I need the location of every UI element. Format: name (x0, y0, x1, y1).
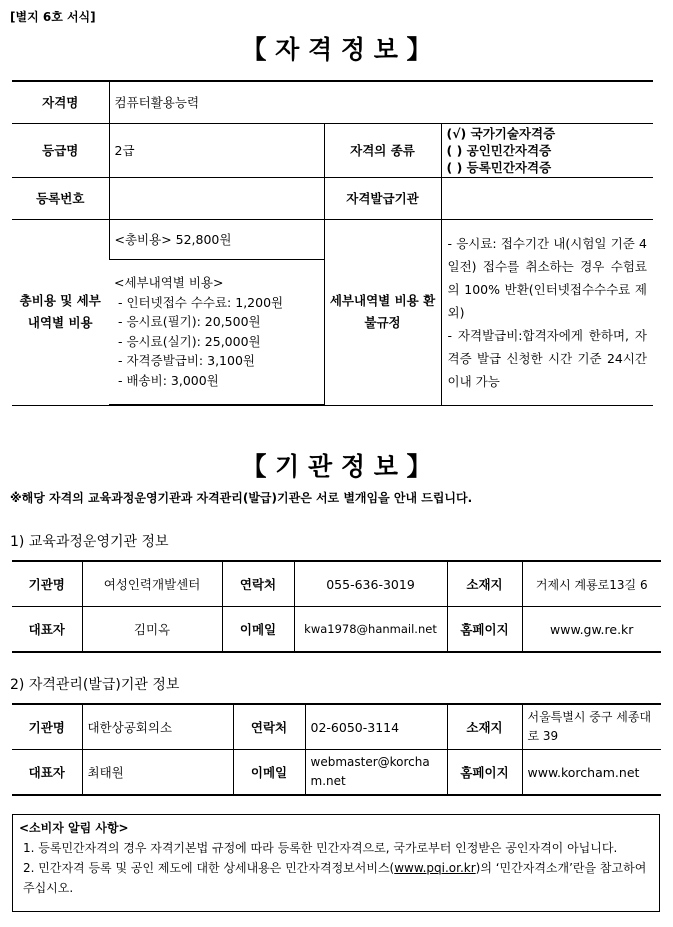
grade-value: 2급 (109, 123, 324, 177)
institution-section-title: 【 기 관 정 보 】 (241, 452, 432, 481)
cost-item-internet-fee: - 인터넷접수 수수료: 1,200원 (118, 294, 284, 310)
consumer-notice-title: <소비자 알림 사항> (19, 821, 129, 835)
cert-homepage-label: 홈페이지 (447, 750, 522, 796)
cost-item-practical-exam: - 응시료(실기): 25,000원 (118, 333, 261, 349)
edu-institution-table (12, 560, 661, 653)
edu-homepage-label: 홈페이지 (447, 607, 522, 653)
consumer-notice-box (12, 814, 660, 912)
cert-email-label: 이메일 (233, 750, 305, 796)
edu-location-label: 소재지 (447, 561, 522, 607)
cert-contact-value: 02-6050-3114 (305, 704, 447, 750)
issuer-label: 자격발급기관 (324, 177, 441, 219)
institution-notice: ※해당 자격의 교육과정운영기관과 자격관리(발급)기관은 서로 별개임을 안내 드립니다. (10, 491, 473, 505)
qualification-section-title: 【 자 격 정 보 】 (241, 35, 432, 64)
consumer-notice-item-2-tail: )의 ‘민간자격소개’란을 참고하여 주십시오. (23, 861, 647, 895)
cert-homepage-value: www.korcham.net (522, 750, 661, 796)
pqi-link[interactable]: www.pqi.or.kr (394, 861, 476, 875)
total-cost: <총비용> 52,800원 (109, 219, 324, 259)
edu-email-label: 이메일 (222, 607, 294, 653)
type-option-certified-private: ( ) 공인민간자격증 (446, 142, 552, 158)
qualification-name-value: 컴퓨터활용능력 (109, 81, 653, 123)
refund-policy-label: 세부내역별 비용 환불규정 (324, 219, 441, 405)
cert-contact-label: 연락처 (233, 704, 305, 750)
type-option-registered-private: ( ) 등록민간자격증 (446, 159, 552, 175)
edu-homepage-value: www.gw.re.kr (522, 607, 661, 653)
edu-name-value: 여성인력개발센터 (82, 561, 222, 607)
cost-item-written-exam: - 응시료(필기): 20,500원 (118, 314, 261, 330)
consumer-notice-item-2 (19, 858, 653, 898)
type-option-national: (√) 국가기술자격증 (446, 125, 556, 141)
cost-item-shipping: - 배송비: 3,000원 (118, 372, 219, 388)
refund-exam-fee: - 응시료: 접수기간 내(시험일 기준 4일전) 접수를 취소하는 경우 수험료의 100% 반환(인터넷접수수수료 제외) (447, 235, 647, 320)
cost-item-certificate: - 자격증발급비: 3,100원 (118, 353, 255, 369)
cert-email-value: webmaster@korcham.net (305, 750, 447, 796)
cost-label: 총비용 및 세부내역별 비용 (12, 219, 109, 405)
cert-name-value: 대한상공회의소 (82, 704, 233, 750)
issuer-value (441, 177, 653, 219)
refund-issue-fee: - 자격발급비:합격자에게 한하며, 자격증 발급 신청한 시간 기준 24시간 이내 가능 (447, 327, 647, 389)
form-number: [별지 6호 서식] (10, 10, 96, 24)
edu-rep-label: 대표자 (12, 607, 82, 653)
cert-rep-label: 대표자 (12, 750, 82, 796)
cert-institution-heading: 2) 자격관리(발급)기관 정보 (10, 677, 180, 693)
edu-email-value: kwa1978@hanmail.net (294, 607, 447, 653)
refund-policy-text (441, 219, 653, 405)
cost-detail (109, 259, 324, 405)
qualification-type-label: 자격의 종류 (324, 123, 441, 177)
qualification-type-options (441, 123, 653, 177)
consumer-notice-item-2-text: 2. 민간자격 등록 및 공인 제도에 대한 상세내용은 민간자격정보서비스( (23, 861, 395, 875)
edu-contact-label: 연락처 (222, 561, 294, 607)
edu-contact-value: 055-636-3019 (294, 561, 447, 607)
qualification-name-label: 자격명 (12, 81, 109, 123)
cert-institution-table (12, 703, 661, 796)
cert-location-value: 서울특별시 중구 세종대로 39 (522, 704, 661, 750)
cost-detail-header: <세부내역별 비용> (114, 275, 224, 291)
cert-rep-value: 최태원 (82, 750, 233, 796)
edu-rep-value: 김미옥 (82, 607, 222, 653)
consumer-notice-item-1: 1. 등록민간자격의 경우 자격기본법 규정에 따라 등록한 민간자격으로, 국가로부터 인정받은 공인자격이 아닙니다. (23, 841, 618, 855)
registration-number-label: 등록번호 (12, 177, 109, 219)
qualification-table (12, 80, 653, 406)
edu-institution-heading: 1) 교육과정운영기관 정보 (10, 534, 169, 550)
cert-location-label: 소재지 (447, 704, 522, 750)
registration-number-value (109, 177, 324, 219)
edu-location-value: 거제시 계룡로13길 6 (522, 561, 661, 607)
edu-name-label: 기관명 (12, 561, 82, 607)
cert-name-label: 기관명 (12, 704, 82, 750)
grade-label: 등급명 (12, 123, 109, 177)
